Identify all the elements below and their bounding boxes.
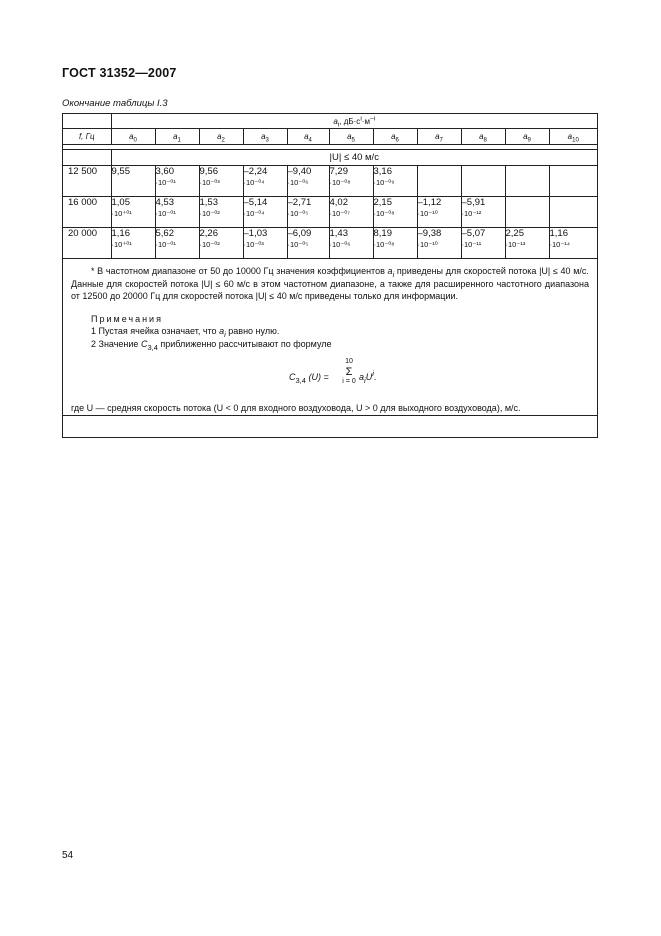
coef-cell: 8,19 ·10⁻⁰⁸ <box>373 228 417 259</box>
coef-column-header: $a_{10}$ <box>549 129 597 145</box>
coef-column-header: $a_0$ <box>111 129 155 145</box>
table-row <box>63 166 597 197</box>
freq-cell: 16 000 <box>63 197 111 228</box>
coef-cell <box>461 166 505 197</box>
coef-column-header: $a_7$ <box>417 129 461 145</box>
coef-cell: 4,02 ·10⁻⁰⁷ <box>329 197 373 228</box>
coef-cell <box>417 166 461 197</box>
coef-cell: –5,91 ·10⁻¹² <box>461 197 505 228</box>
coef-column-header: $a_8$ <box>461 129 505 145</box>
note-2: 2 Значение $C_{3,4}$ приближенно рассчитывают по формуле <box>91 338 332 352</box>
notes-title: Примечания <box>91 313 163 324</box>
coef-cell: 2,26 ·10⁻⁰² <box>199 228 243 259</box>
table-row <box>63 197 597 228</box>
freq-cell: 20 000 <box>63 228 111 259</box>
coef-cell: 3,60 ·10⁻⁰¹ <box>155 166 199 197</box>
coef-cell: –2,24 ·10⁻⁰⁴ <box>243 166 287 197</box>
coef-column-header: $a_9$ <box>505 129 549 145</box>
coef-column-header: $a_5$ <box>329 129 373 145</box>
formula-lhs: $C_{3,4}$ (U) = <box>289 372 329 385</box>
coef-column-header: $a_3$ <box>243 129 287 145</box>
coef-cell: 4,53 ·10⁻⁰¹ <box>155 197 199 228</box>
coef-cell: –2,71 ·10⁻⁰⁵ <box>287 197 329 228</box>
coef-cell <box>549 197 597 228</box>
condition-corner-cell <box>63 150 111 166</box>
coef-column-header: $a_1$ <box>155 129 199 145</box>
coef-column-header: $a_2$ <box>199 129 243 145</box>
coef-cell: 1,16 ·10⁻¹⁴ <box>549 228 597 259</box>
coef-cell: 1,16 ·10⁺⁰¹ <box>111 228 155 259</box>
coef-cell: 5,62 ·10⁻⁰¹ <box>155 228 199 259</box>
footnote: * В частотном диапазоне от 50 до 10000 Гц значения коэффициентов $a_i$ приведены для скоростей потока |U| ≤ 40 м/с. Данные для скоростей потока |U| ≤ 60 м/с в этом частотном диапазоне, а также для расширенного частотного диапазона от 12500 до 20000 Гц для скоростей потока |U| ≤ 40 м/с приведены только для информации. <box>71 266 589 301</box>
sum-symbol: 10 Σ i = 0 <box>342 358 356 385</box>
freq-column-header: f, Гц <box>63 129 111 145</box>
coef-cell: 3,16 ·10⁻⁰⁹ <box>373 166 417 197</box>
coef-cell: –5,07 ·10⁻¹¹ <box>461 228 505 259</box>
coef-cell: 1,53 ·10⁻⁰² <box>199 197 243 228</box>
coef-column-header: $a_6$ <box>373 129 417 145</box>
page-number: 54 <box>62 850 74 861</box>
coef-cell <box>505 197 549 228</box>
freq-cell: 12 500 <box>63 166 111 197</box>
coef-cell: 9,56 ·10⁻⁰³ <box>199 166 243 197</box>
coef-cell: –1,03 ·10⁻⁰³ <box>243 228 287 259</box>
coef-cell <box>549 166 597 197</box>
coef-cell <box>505 166 549 197</box>
coef-cell: –6,09 ·10⁻⁰⁵ <box>287 228 329 259</box>
table-corner-cell <box>63 114 111 129</box>
notes-section <box>63 259 597 416</box>
unit-header: $a_i$, $дБ\cdot с^i\cdot м^{-i}$ <box>111 114 597 129</box>
condition-label: |U| ≤ 40 м/с <box>111 150 597 166</box>
table-caption: Окончание таблицы I.3 <box>62 98 168 109</box>
formula <box>71 358 589 394</box>
coef-column-header: $a_4$ <box>287 129 329 145</box>
coef-cell: 9,55 <box>111 166 155 197</box>
coef-cell: 2,25 ·10⁻¹³ <box>505 228 549 259</box>
coef-cell: 1,05 ·10⁺⁰¹ <box>111 197 155 228</box>
coefficient-table <box>62 113 598 438</box>
document-header: ГОСТ 31352—2007 <box>62 66 177 80</box>
coef-cell: 7,29 ·10⁻⁰⁸ <box>329 166 373 197</box>
formula-rhs: $a_iU^i$. <box>359 369 377 385</box>
coef-cell: –5,14 ·10⁻⁰⁴ <box>243 197 287 228</box>
coef-cell: 2,15 ·10⁻⁰⁸ <box>373 197 417 228</box>
where-clause: где U — средняя скорость потока (U < 0 для входного воздуховода, U > 0 для выходного воздуховода), м/с. <box>71 403 521 413</box>
coef-cell: –9,40 ·10⁻⁰⁶ <box>287 166 329 197</box>
coef-cell: –1,12 ·10⁻¹⁰ <box>417 197 461 228</box>
table-row <box>63 228 597 259</box>
coef-cell: –9,38 ·10⁻¹⁰ <box>417 228 461 259</box>
note-1: 1 Пустая ячейка означает, что $a_i$ равно нулю. <box>91 326 280 339</box>
coef-cell: 1,43 ·10⁻⁰⁶ <box>329 228 373 259</box>
